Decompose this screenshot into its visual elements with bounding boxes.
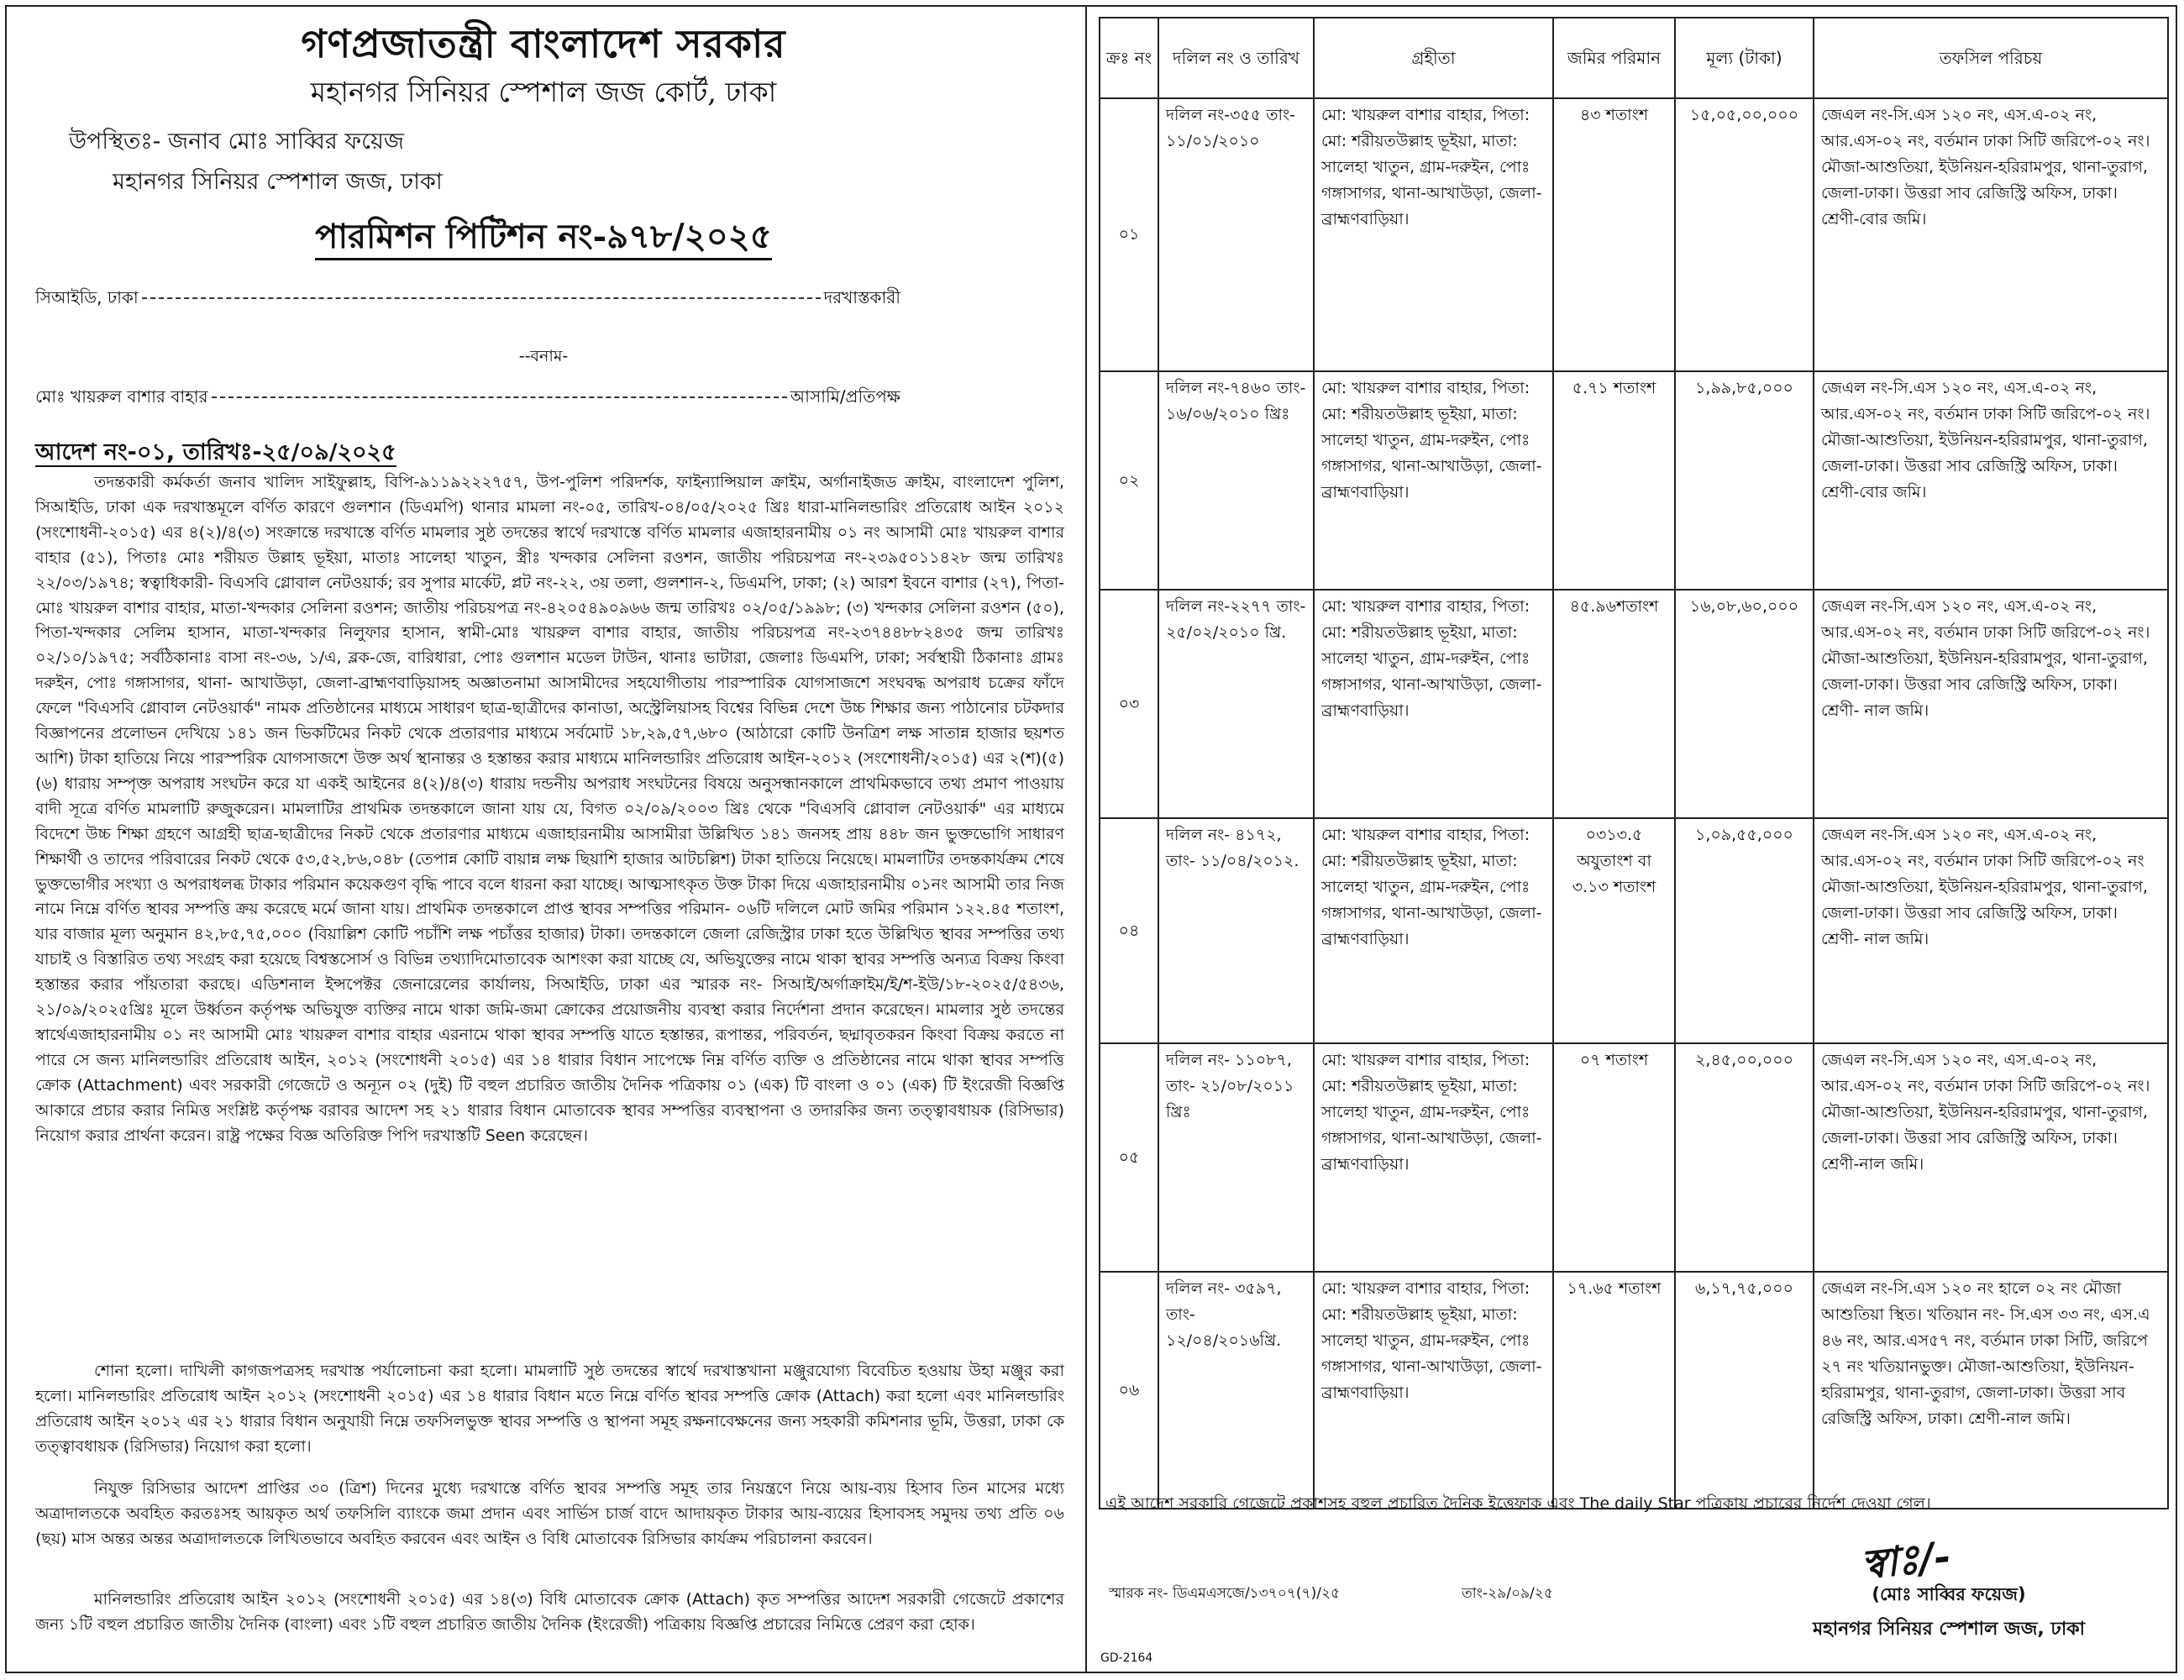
table-row xyxy=(1100,818,2168,1043)
table-row xyxy=(1100,98,2168,371)
cell-area: ১৭.৬৫ শতাংশ xyxy=(1553,1272,1675,1509)
cell-price: ২,৪৫,০০,০০০ xyxy=(1675,1043,1814,1272)
cell-deed: দলিল নং-২২৭৭ তাং- ২৫/০২/২০১০ খ্রি. xyxy=(1158,590,1314,818)
cell-area: ৫.৭১ শতাংশ xyxy=(1553,371,1675,590)
cell-serial: ০৪ xyxy=(1100,818,1158,1043)
cell-schedule: জেএল নং-সি.এস ১২০ নং, এস.এ-০২ নং, আর.এস-০২ নং, বর্তমান ঢাকা সিটি জরিপে-০২ নং মৌজা-আশুতিয়া, ইউনিয়ন-হরিরামপুর, থানা-তুরাগ, জেলা-ঢাকা। উত্তরা সাব রেজিস্ট্রি অফিস, ঢাকা। শ্রেণী- নাল জমি। xyxy=(1814,818,2168,1043)
order-heading xyxy=(35,435,396,473)
cell-schedule: জেএল নং-সি.এস ১২০ নং, এস.এ-০২ নং, আর.এস-০২ নং, বর্তমান ঢাকা সিটি জরিপে-০২ নং। মৌজা-আশুতিয়া, ইউনিয়ন-হরিরামপুর, থানা-তুরাগ, জেলা-ঢাকা। উত্তরা সাব রেজিস্ট্রি অফিস, ঢাকা। শ্রেণী- নাল জমি। xyxy=(1814,590,2168,818)
cell-price: ১,৯৯,৮৫,০০০ xyxy=(1675,371,1814,590)
memo-number: স্মারক নং- ডিএমএসজে/১৩৭০৭(৭)/২৫ xyxy=(1109,1585,1341,1602)
cell-deed: দলিল নং-৩৫৫ তাং- ১১/০১/২০১০ xyxy=(1158,98,1314,371)
petition-title xyxy=(18,210,1068,266)
cell-schedule: জেএল নং-সি.এস ১২০ নং, এস.এ-০২ নং, আর.এস-০২ নং, বর্তমান ঢাকা সিটি জরিপে-০২ নং। মৌজা-আশুতিয়া, ইউনিয়ন-হরিরামপুর, থানা-তুরাগ, জেলা-ঢাকা। উত্তরা সাব রেজিস্ট্রি অফিস, ঢাকা। শ্রেণী-নাল জমি। xyxy=(1814,1043,2168,1272)
order-paragraph-4: মানিলন্ডারিং প্রতিরোধ আইন ২০১২ (সংশোধনী ২০১৫) এর ১৪(৩) বিধি মোতাবেক ক্রোক (Attach) কৃত সম্পত্তির আদেশ সরকারী গেজেটে প্রকাশের জন্য ১টি বহুল প্রচারিত জাতীয় দৈনিক (বাংলা) এবং ১টি বহুল প্রচারিত জাতীয় দৈনিক (ইংরেজী) পত্রিকায় বিজ্ঞপ্তি প্রচারের নিমিত্তে প্রেরণ করা হোক। xyxy=(35,1590,1064,1634)
cell-schedule: জেএল নং-সি.এস ১২০ নং, এস.এ-০২ নং, আর.এস-০২ নং, বর্তমান ঢাকা সিটি জরিপে-০২ নং। মৌজা-আশুতিয়া, ইউনিয়ন-হরিরামপুর, থানা-তুরাগ, জেলা-ঢাকা। উত্তরা সাব রেজিস্ট্রি অফিস, ঢাকা। শ্রেণী-বোর জমি। xyxy=(1814,371,2168,590)
cell-recipient: মো: খায়রুল বাশার বাহার, পিতা: মো: শরীয়তউল্লাহ ভূইয়া, মাতা: সালেহা খাতুন, গ্রাম-দরুইন, পোঃ গঙ্গাসাগর, থানা-আখাউড়া, জেলা- ব্রাহ্মণবাড়িয়া। xyxy=(1314,98,1553,371)
col-header-area: জমির পরিমান xyxy=(1553,18,1675,98)
cell-serial: ০৬ xyxy=(1100,1272,1158,1509)
cell-schedule: জেএল নং-সি.এস ১২০ নং, এস.এ-০২ নং, আর.এস-০২ নং, বর্তমান ঢাকা সিটি জরিপে-০২ নং। মৌজা-আশুতিয়া, ইউনিয়ন-হরিরামপুর, থানা-তুরাগ, জেলা-ঢাকা। উত্তরা সাব রেজিস্ট্রি অফিস, ঢাকা। শ্রেণী-বোর জমি। xyxy=(1814,98,2168,371)
cell-serial: ০৩ xyxy=(1100,590,1158,818)
order-paragraph-1: তদন্তকারী কর্মকর্তা জনাব খালিদ সাইফুল্লাহ, বিপি-৯১১৯২২২৭৫৭, উপ-পুলিশ পরিদর্শক, ফাইন্যান্সিয়াল ক্রাইম, অর্গানাইজড ক্রাইম, বাংলাদেশ পুলিশ, সিআইডি, ঢাকা এক দরখাস্তমূলে বর্ণিত কারণে গুলশান (ডিএমপি) থানার মামলা নং-০৫, তারিখ-০৪/০৫/২০২৫ খ্রিঃ ধারা-মানিলন্ডারিং প্রতিরোধ আইন ২০১২ (সংশোধনী-২০১৫) এর ৪(২)/৪(৩) সংক্রান্তে দরখাস্তে বর্ণিত মামলার সুষ্ঠ তদন্তের স্বার্থে দরখাস্তে বর্ণিত মামলার এজাহারনামীয় ০১ নং আসামী মোঃ খায়রুল বাশার বাহার (৫১), পিতাঃ মোঃ শরীয়ত উল্লাহ ভূইয়া, মাতাঃ সালেহা খাতুন, স্ত্রীঃ খন্দকার সেলিনা রওশন, জাতীয় পরিচয়পত্র নং-২৩৯৫০১১৪২৮ জন্ম তারিখঃ ২২/০৩/১৯৭৪; স্বত্বাধিকারী- বিএসবি গ্লোবাল নেটওয়ার্ক; রব সুপার মার্কেট, প্লট নং-২২, ৩য় তলা, গুলশান-২, ডিএমপি, ঢাকা; (২) আরশ ইবনে বাশার (২৭), পিতা-মোঃ খায়রুল বাশার বাহার, মাতা-খন্দকার সেলিনা রওশন; জাতীয় পরিচয়পত্র নং-৪২০৫৪৯০৯৬৬ জন্ম তারিখঃ ০২/০৫/১৯৯৮; (৩) খন্দকার সেলিনা রওশন (৫০), পিতা-খন্দকার সেলিম হাসান, মাতা-খন্দকার নিলুফার হাসান, স্বামী-মোঃ খায়রুল বাশার বাহার, জাতীয় পরিচয়পত্র নং-২৩৭৪৪৮৮২৪৩৫ জন্ম তারিখঃ ০২/১০/১৯৭৫; সর্বঠিকানাঃ বাসা নং-৩৬, ১/এ, ব্লক-জে, বারিধারা, পোঃ গুলশান মডেল টাউন, থানাঃ ভাটারা, জেলাঃ ডিএমপি, ঢাকা; সর্বস্থায়ী ঠিকানাঃ গ্রামঃ দরুইন, পোঃ গঙ্গাসাগর, থানা- আখাউড়া, জেলা-ব্রাহ্মণবাড়িয়াসহ অজ্ঞাতনামা আসামীদের সহযোগীতায় পারস্পারিক যোগসাজশে সংঘবদ্ধ অপরাধ চক্রের ফাঁদে ফেলে "বিএসবি গ্লোবাল নেটওয়ার্ক" নামক প্রতিষ্ঠানের মাধ্যমে সাধারণ ছাত্র-ছাত্রীদের কানাডা, অস্ট্রেলিয়াসহ বিশ্বের বিভিন্ন দেশে উচ্চ শিক্ষার জন্য পাঠানোর চটকদার বিজ্ঞাপনের প্রলোভন দেখিয়ে ১৪১ জন ভিকটিমের নিকট থেকে প্রতারণার মাধ্যমে সর্বমোট ১৮,২৯,৫৭,৬৮০ (আঠারো কোটি উনত্রিশ লক্ষ সাতান্ন হাজার ছয়শত আশি) টাকা হাতিয়ে নিয়ে পারস্পরিক যোগসাজশে উক্ত অর্থ স্থানান্তর ও হস্তান্তর করার মাধ্যমে মানিলন্ডারিং প্রতিরোধ আইন-২০১২ (সংশোধনী/২০১৫) এর ২(শ)(৫)(৬) ধারায় সম্পৃক্ত অপরাধ সংঘটন করে যা একই আইনের ৪(২)/৪(৩) ধারায় দন্ডনীয় অপরাধ সংঘটনের বিষয়ে অনুসন্ধানকালে প্রাথমিকভাবে তথ্য প্রমাণ পাওয়ায় বাদী সূত্রে বর্ণিত মামলাটি রুজুকরেন। মামলাটির প্রাথমিক তদন্তকালে জানা যায় যে, বিগত ০২/০৯/২০০৩ খ্রিঃ থেকে "বিএসবি গ্লোবাল নেটওয়ার্ক" এর মাধ্যমে বিদেশে উচ্চ শিক্ষা গ্রহণে আগ্রহী ছাত্র-ছাত্রীদের নিকট থেকে প্রতারণার মাধ্যমে এজাহারনামীয় আসামীরা উল্লিখিত ১৪১ জনসহ প্রায় ৪৪৮ জন ভুক্তভোগি সাধারণ শিক্ষার্থী ও তাদের পরিবারের নিকট থেকে ৫৩,৫২,৮৬,০৪৮ (তেপান্ন কোটি বায়ান্ন লক্ষ ছিয়াশি হাজার আটচল্লিশ) টাকা হাতিয়ে নিয়েছে। মামলাটির তদন্তকার্যক্রম শেষে ভুক্তভোগীর সংখ্যা ও অপরাধলব্ধ টাকার পরিমান কয়েকগুণ বৃদ্ধি পাবে বলে ধারনা করা যাচ্ছে। আত্মসাৎকৃত উক্ত টাকা দিয়ে এজাহারনামীয় ০১নং আসামী তার নিজ নামে নিম্নে বর্ণিত স্থাবর সম্পত্তি ক্রয় করেছে মর্মে জানা যায়। প্রাথমিক তদন্তকালে প্রাপ্ত স্থাবর সম্পত্তির পরিমান- ০৬টি দলিলে মোট জমির পরিমান ১২২.৪৫ শতাংশ, যার বাজার মূল্য অনুমান ৪২,৮৫,৭৫,০০০ (বিয়াল্লিশ কোটি পচাঁশি লক্ষ পচাঁত্তর হাজার) টাকা। তদন্তকালে জেলা রেজিস্ট্রার ঢাকা হতে উল্লিখিত স্থাবর সম্পত্তির তথ্য যাচাই ও বিস্তারিত তথ্য সংগ্রহ করা হয়েছে বিশ্বস্তসোর্স ও বিভিন্ন তথ্যাদিমোতাবেক আশংকা করা যাচ্ছে যে, অভিযুক্তের নামে থাকা স্থাবর সম্পত্তি অন্যত্র বিক্রয় কিংবা হস্তান্তর করার পাঁয়তারা করছে। এডিশনাল ইন্সপেক্টর জেনারেলের কার্যালয়, সিআইডি, ঢাকা এর স্মারক নং- সিআই/অর্গাক্রাইম/ই/শ-ইউ/১৮-২০২৫/৫৪৩৬, ২১/০৯/২০২৫খ্রিঃ মূলে উর্ধ্বতন কর্তৃপক্ষ অভিযুক্ত ব্যক্তির নামে থাকা জমি-জমা ক্রোকের প্রয়োজনীয় ব্যবস্থা করার নির্দেশনা প্রদান করেছেন। মামলার সুষ্ঠ তদন্তের স্বার্থেএজাহারনামীয় ০১ নং আসামী মোঃ খায়রুল বাশার বাহার এরনামে থাকা স্থাবর সম্পত্তি যাতে হস্তান্তর, রূপান্তর, পরিবর্তন, ছদ্মাবৃতকরন কিংবা বিক্রয় করতে না পারে সে জন্য মানিলন্ডারিং প্রতিরোধ আইন, ২০১২ (সংশোধনী ২০১৫) এর ১৪ ধারার বিধান সাপেক্ষে নিম্ন বর্ণিত ব্যক্তি ও প্রতিষ্ঠানের নামে থাকা স্থাবর সম্পত্তি ক্রোক (Attachment) এবং সরকারী গেজেটে ও অন্যূন ০২ (দুই) টি বহুল প্রচারিত জাতীয় দৈনিক পত্রিকায় ০১ (এক) টি বাংলা ও ০১ (এক) টি ইংরেজী বিজ্ঞপ্তি আকারে প্রচার করার নিমিত্ত সংশ্লিষ্ট কর্তৃপক্ষ বরাবর আদেশ সহ ২১ ধারার বিধান মোতাবেক স্থাবর সম্পত্তির ব্যবস্থাপনা ও তদারকির জন্য তত্ত্বাবধায়ক (রিসিভার) নিয়োগ করার প্রার্থনা করেন। রাষ্ট্র পক্ষের বিজ্ঞ অতিরিক্ত পিপি দরখাস্তটি Seen করেছেন। xyxy=(35,473,1064,1145)
court-name: মহানগর সিনিয়র স্পেশাল জজ কোর্ট, ঢাকা xyxy=(310,76,777,108)
table-row xyxy=(1100,371,2168,590)
government-title: গণপ্রজাতন্ত্রী বাংলাদেশ সরকার xyxy=(301,21,786,66)
table-header-row xyxy=(1100,18,2168,98)
applicant-role: দরখাস্তকারী xyxy=(823,287,900,307)
petition-title-text: পারমিশন পিটিশন নং-৯৭৮/২০২৫ xyxy=(315,217,771,260)
property-schedule-table xyxy=(1099,17,2169,1509)
presence-judge: উপস্থিতঃ- জনাব মোঃ সাব্বির ফয়েজ xyxy=(69,129,405,155)
cell-area: ০৩১৩.৫ অযুতাংশ বা ৩.১৩ শতাংশ xyxy=(1553,818,1675,1043)
respondent-name: মোঃ খায়রুল বাশার বাহার xyxy=(35,386,208,407)
order-paragraph-2: শোনা হলো। দাখিলী কাগজপত্রসহ দরখাস্ত পর্যালোচনা করা হলো। মামলাটি সুষ্ঠ তদন্তের স্বার্থে দরখাস্তখানা মঞ্জুরযোগ্য বিবেচিত হওয়ায় উহা মঞ্জুর করা হলো। মানিলন্ডারিং প্রতিরোধ আইন ২০১২ (সংশোধনী ২০১৫) এর ১৪ ধারার বিধান মতে নিম্নে বর্ণিত স্থাবর সম্পত্তি ক্রোক (Attach) করা হলো এবং মানিলন্ডারিং প্রতিরোধ আইন ২০১২ এর ২১ ধারার বিধান অনুযায়ী নিম্নে তফসিলভুক্ত স্থাবর সম্পত্তি ও স্থাপনা সমূহ রক্ষনাবেক্ষনের জন্য সহকারী কমিশনার ভূমি, উত্তরা, ঢাকা কে তত্ত্বাবধায়ক (রিসিভার) নিয়োগ করা হলো। xyxy=(35,1362,1064,1456)
respondent-row xyxy=(35,385,900,412)
order-column xyxy=(18,15,1068,1653)
judge-signature: স্বাঃ/- xyxy=(1858,1532,1953,1589)
order-heading-text: আদেশ নং-০১, তারিখঃ-২৫/০৯/২০২৫ xyxy=(35,439,396,465)
col-header-recipient: গ্রহীতা xyxy=(1314,18,1553,98)
order-paragraph-3: নিযুক্ত রিসিভার আদেশ প্রাপ্তির ৩০ (ত্রিশ) দিনের মুধ্যে দরখাস্তে বর্ণিত স্থাবর সম্পত্তি সমূহ তার নিয়ন্ত্রণে নিয়ে আয়-ব্যয় হিসাব তিন মাসের মধ্যে অত্রাদালতকে অবহিত করতঃসহ আয়কৃত অর্থ তফসিলি ব্যাংকে জমা প্রদান এবং সার্ভিস চার্জ বাদে আদায়কৃত টাকার আয়-ব্যয়ের হিসাবসহ সমুদয় তথ্য প্রতি ০৬ (ছয়) মাস অন্তর অন্তর অত্রাদালতকে লিখিতভাবে অবহিত করবেন এবং আইন ও বিধি মোতাবেক রিসিভার কার্যক্রম পরিচালনা করবেন। xyxy=(35,1479,1064,1548)
cell-recipient: মো: খায়রুল বাশার বাহার, পিতা: মো: শরীয়তউল্লাহ ভূইয়া, মাতা: সালেহা খাতুন, গ্রাম-দরুইন, পোঃ গঙ্গাসাগর, থানা-আখাউড়া, জেলা- ব্রাহ্মণবাড়িয়া। xyxy=(1314,818,1553,1043)
table-row xyxy=(1100,1272,2168,1509)
gazette-publication-note: এই আদেশ সরকারি গেজেটে প্রকাশসহ বহুল প্রচারিত দৈনিক ইত্তেফাক এবং The daily Star পত্রিকায় প্রচারের নির্দেশ দেওয়া গেল। xyxy=(1105,1494,1931,1513)
cell-area: ৪৩ শতাংশ xyxy=(1553,98,1675,371)
cell-recipient: মো: খায়রুল বাশার বাহার, পিতা: মো: শরীয়তউল্লাহ ভূইয়া, মাতা: সালেহা খাতুন, গ্রাম-দরুইন, পোঃ গঙ্গাসাগর, থানা-আখাউড়া, জেলা- ব্রাহ্মণবাড়িয়া। xyxy=(1314,1043,1553,1272)
versus-label: --বনাম- xyxy=(518,347,569,365)
signer-designation: মহানগর সিনিয়র স্পেশাল জজ, ঢাকা xyxy=(1812,1619,2086,1640)
dotted-leader xyxy=(212,396,787,398)
cell-serial: ০২ xyxy=(1100,371,1158,590)
cell-serial: ০১ xyxy=(1100,98,1158,371)
cell-recipient: মো: খায়রুল বাশার বাহার, পিতা: মো: শরীয়তউল্লাহ ভূইয়া, মাতা: সালেহা খাতুন, গ্রাম-দরুইন, পোঃ গঙ্গাসাগর, থানা-আখাউড়া, জেলা- ব্রাহ্মণবাড়িয়া। xyxy=(1314,590,1553,818)
cell-price: ১৫,০৫,০০,০০০ xyxy=(1675,98,1814,371)
cell-price: ১,০৯,৫৫,০০০ xyxy=(1675,818,1814,1043)
presence-designation: মহানগর সিনিয়র স্পেশাল জজ, ঢাকা xyxy=(113,169,443,195)
table-row xyxy=(1100,590,2168,818)
cell-deed: দলিল নং-৭৪৬০ তাং- ১৬/০৬/২০১০ খ্রিঃ xyxy=(1158,371,1314,590)
signer-name: (মোঃ সাব্বির ফয়েজ) xyxy=(1872,1584,2026,1604)
cell-price: ১৬,০৮,৬০,০০০ xyxy=(1675,590,1814,818)
cell-serial: ০৫ xyxy=(1100,1043,1158,1272)
cell-schedule: জেএল নং-সি.এস ১২০ নং হালে ০২ নং মৌজা আশুতিয়া স্থিত। খতিয়ান নং- সি.এস ৩৩ নং, এস.এ ৪৬ নং, আর.এস৫৭ নং, বর্তমান ঢাকা সিটি, জরিপে ২৭ নং খতিয়ানভুক্ত। মৌজা-আশুতিয়া, ইউনিয়ন-হরিরামপুর, থানা-তুরাগ, জেলা-ঢাকা। উত্তরা সাব রেজিস্ট্রি অফিস, ঢাকা। শ্রেণী-নাল জমি। xyxy=(1814,1272,2168,1509)
col-header-price: মূল্য (টাকা) xyxy=(1675,18,1814,98)
cell-deed: দলিল নং- ১১০৮৭, তাং- ২১/০৮/২০১১ খ্রিঃ xyxy=(1158,1043,1314,1272)
respondent-role: আসামি/প্রতিপক্ষ xyxy=(790,386,900,407)
cell-recipient: মো: খায়রুল বাশার বাহার, পিতা: মো: শরীয়তউল্লাহ ভূইয়া, মাতা: সালেহা খাতুন, গ্রাম-দরুইন, পোঃ গঙ্গাসাগর, থানা-আখাউড়া, জেলা- ব্রাহ্মণবাড়িয়া। xyxy=(1314,1272,1553,1509)
print-code: GD-2164 xyxy=(1100,1651,1153,1665)
memo-date: তাং-২৯/০৯/২৫ xyxy=(1462,1585,1553,1602)
cell-area: ০৭ শতাংশ xyxy=(1553,1043,1675,1272)
cell-price: ৬,১৭,৭৫,০০০ xyxy=(1675,1272,1814,1509)
applicant-name: সিআইডি, ঢাকা xyxy=(35,287,139,307)
table-row xyxy=(1100,1043,2168,1272)
cell-recipient: মো: খায়রুল বাশার বাহার, পিতা: মো: শরীয়তউল্লাহ ভূইয়া, মাতা: সালেহা খাতুন, গ্রাম-দরুইন, পোঃ গঙ্গাসাগর, থানা-আখাউড়া, জেলা- ব্রাহ্মণবাড়িয়া। xyxy=(1314,371,1553,590)
cell-deed: দলিল নং- ৩৫৯৭, তাং- ১২/০৪/২০১৬খ্রি. xyxy=(1158,1272,1314,1509)
cell-area: ৪৫.৯৬শতাংশ xyxy=(1553,590,1675,818)
cell-deed: দলিল নং- ৪১৭২, তাং- ১১/০৪/২০১২. xyxy=(1158,818,1314,1043)
col-header-deed: দলিল নং ও তারিখ xyxy=(1158,18,1314,98)
applicant-row xyxy=(35,286,900,313)
col-header-serial: ক্রঃ নং xyxy=(1100,18,1158,98)
column-divider xyxy=(1085,5,1087,1673)
col-header-schedule: তফসিল পরিচয় xyxy=(1814,18,2168,98)
dotted-leader xyxy=(142,297,821,299)
